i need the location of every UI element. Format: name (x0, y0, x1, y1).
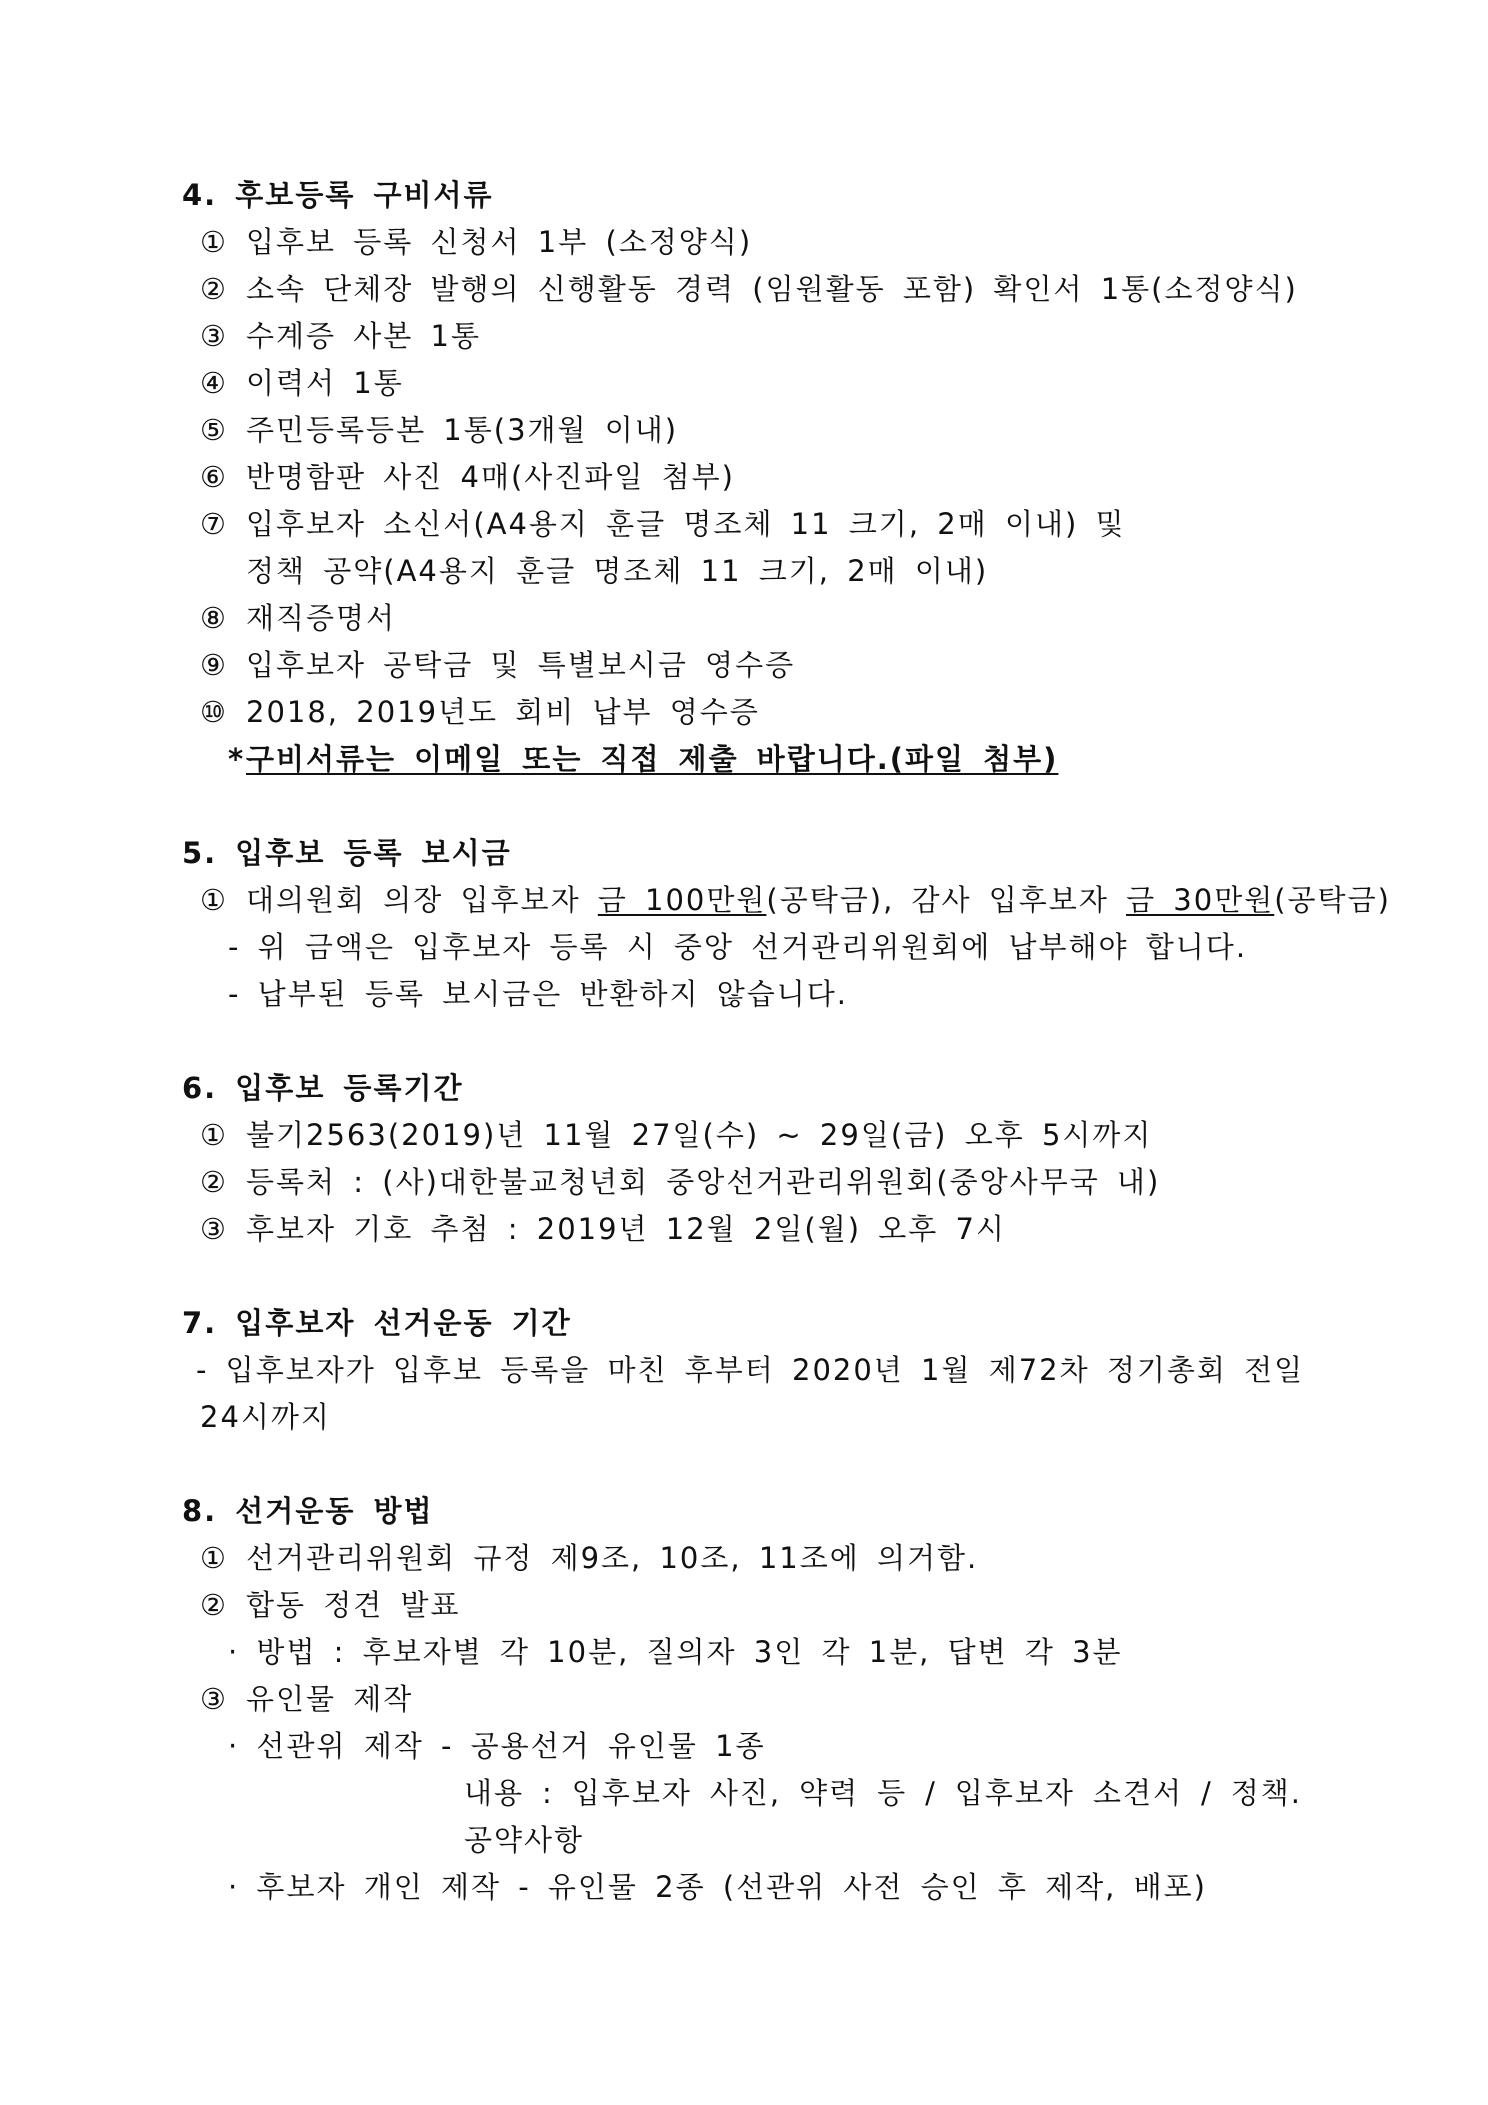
list-item (200, 1212, 1006, 1246)
note-asterisk: * (228, 742, 246, 776)
list-item (200, 1682, 413, 1716)
item-text: 정책 공약(A4용지 훈글 명조체 11 크기, 2매 이내) (246, 554, 989, 588)
item-text: 합동 정견 발표 (246, 1588, 461, 1622)
item-text: 소속 단체장 발행의 신행활동 경력 (임원활동 포함) 확인서 1통(소정양식) (246, 272, 1298, 306)
list-item (200, 319, 481, 353)
item-text: 입후보자 공탁금 및 특별보시금 영수증 (246, 648, 796, 682)
list-item (200, 883, 1391, 917)
item-text: 선거관리위원회 규정 제9조, 10조, 11조에 의거함. (246, 1541, 979, 1575)
section-6-heading: 6. 입후보 등록기간 (182, 1071, 464, 1105)
deposit-amount-auditor: 금 30만원 (1126, 883, 1275, 917)
section-7-heading: 7. 입후보자 선거운동 기간 (182, 1306, 572, 1340)
item-text: 후보자 기호 추첨 : 2019년 12월 2일(월) 오후 7시 (246, 1212, 1006, 1246)
item-marker: ⑦ (200, 507, 228, 541)
list-item (200, 1118, 1152, 1152)
list-item (200, 225, 752, 259)
sub-item-detail: 내용 : 입후보자 사진, 약력 등 / 입후보자 소견서 / 정책. (464, 1776, 1302, 1810)
sub-item-detail-cont: 공약사항 (464, 1823, 585, 1857)
campaign-period-text-cont: 24시까지 (200, 1400, 331, 1434)
item-marker: ③ (200, 1682, 228, 1716)
sub-item: - 납부된 등록 보시금은 반환하지 않습니다. (228, 977, 849, 1011)
item-marker: ⑨ (200, 648, 228, 682)
section-8-heading: 8. 선거운동 방법 (182, 1494, 434, 1528)
sub-item: · 방법 : 후보자별 각 10분, 질의자 3인 각 1분, 답변 각 3분 (228, 1635, 1123, 1669)
item-text: 등록처 : (사)대한불교청년회 중앙선거관리위원회(중앙사무국 내) (246, 1165, 1161, 1199)
list-item (200, 413, 678, 447)
item-text: 유인물 제작 (246, 1682, 414, 1716)
list-item (200, 1165, 1160, 1199)
list-item (200, 601, 396, 635)
item-text: 대의원회 의장 입후보자 (246, 883, 598, 917)
list-item (200, 1541, 978, 1575)
item-text: 재직증명서 (246, 601, 397, 635)
sub-item: · 후보자 개인 제작 - 유인물 2종 (선관위 사전 승인 후 제작, 배포) (228, 1870, 1207, 1904)
item-marker: ⑧ (200, 601, 228, 635)
sub-item: · 선관위 제작 - 공용선거 유인물 1종 (228, 1729, 766, 1763)
sub-item: - 위 금액은 입후보자 등록 시 중앙 선거관리위원회에 납부해야 합니다. (228, 930, 1248, 964)
list-item (200, 366, 404, 400)
item-text: 수계증 사본 1통 (246, 319, 481, 353)
item-marker: ③ (200, 1212, 228, 1246)
item-text: 입후보 등록 신청서 1부 (소정양식) (246, 225, 753, 259)
item-text: 입후보자 소신서(A4용지 훈글 명조체 11 크기, 2매 이내) 및 (246, 507, 1126, 541)
item-text: 주민등록등본 1통(3개월 이내) (246, 413, 679, 447)
item-text: 반명함판 사진 4매(사진파일 첨부) (246, 460, 735, 494)
campaign-period-text: - 입후보자가 입후보 등록을 마친 후부터 2020년 1월 제72차 정기총회 전일 (196, 1353, 1305, 1387)
list-item (200, 460, 735, 494)
item-text: (공탁금), 감사 입후보자 (766, 883, 1127, 917)
list-item-continuation (200, 554, 988, 588)
item-marker: ② (200, 1165, 228, 1199)
item-marker: ⑩ (200, 695, 228, 729)
list-item (200, 648, 795, 682)
section-4-heading: 4. 후보등록 구비서류 (182, 178, 494, 212)
item-marker: ① (200, 1118, 228, 1152)
note-text: 구비서류는 이메일 또는 직접 제출 바랍니다.(파일 첨부) (246, 742, 1059, 776)
section-5-heading: 5. 입후보 등록 보시금 (182, 836, 512, 870)
item-marker: ② (200, 1588, 228, 1622)
list-item (200, 272, 1298, 306)
list-item (200, 507, 1126, 541)
item-text: 이력서 1통 (246, 366, 404, 400)
item-marker: ① (200, 1541, 228, 1575)
item-marker: ② (200, 272, 228, 306)
item-marker: ① (200, 225, 228, 259)
item-marker: ③ (200, 319, 228, 353)
list-item (200, 695, 760, 729)
item-marker: ⑥ (200, 460, 228, 494)
item-marker: ④ (200, 366, 228, 400)
item-text: (공탁금) (1274, 883, 1391, 917)
item-marker: ① (200, 883, 228, 917)
item-text: 2018, 2019년도 회비 납부 영수증 (246, 695, 760, 729)
item-marker: ⑤ (200, 413, 228, 447)
submission-note (228, 742, 1058, 776)
deposit-amount-chair: 금 100만원 (597, 883, 767, 917)
list-item (200, 1588, 461, 1622)
item-text: 불기2563(2019)년 11월 27일(수) ~ 29일(금) 오후 5시까지 (246, 1118, 1153, 1152)
